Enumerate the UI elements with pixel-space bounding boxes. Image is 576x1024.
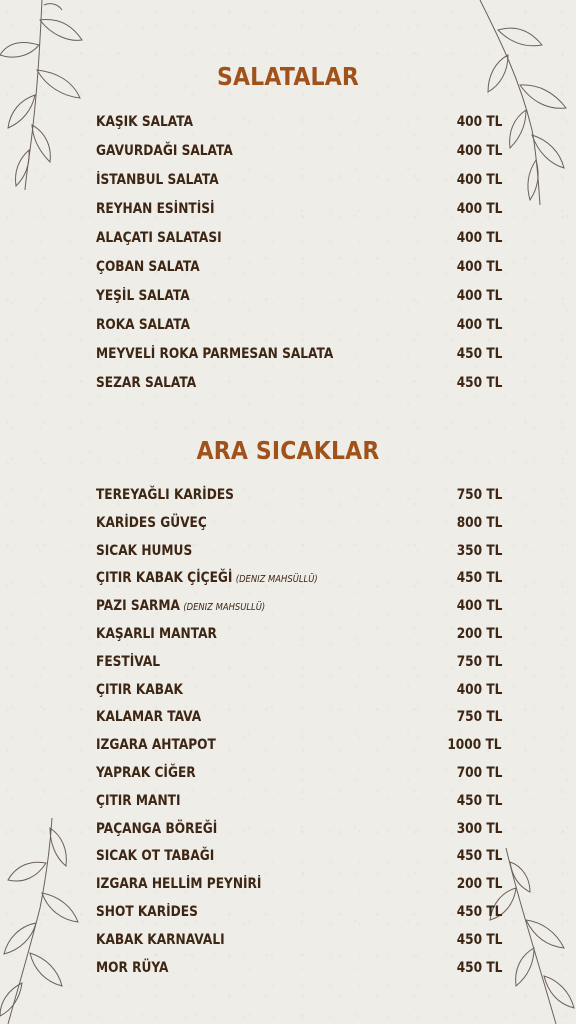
menu-item [96, 311, 502, 340]
menu-item [96, 760, 502, 788]
item-name-text: ÇITIR KABAK [96, 681, 183, 698]
item-name [96, 565, 318, 594]
menu-item [96, 253, 502, 282]
item-name-text: FESTİVAL [96, 653, 161, 670]
item-name [96, 482, 234, 510]
menu-item [96, 166, 502, 195]
item-name-text: GAVURDAĞI SALATA [96, 143, 233, 159]
item-name-text: MOR RÜYA [96, 959, 169, 976]
item-name-text: REYHAN ESİNTİSİ [96, 201, 215, 217]
menu-item [96, 621, 502, 649]
item-name-text: TEREYAĞLI KARİDES [96, 487, 234, 503]
item-name-text: KAŞARLI MANTAR [96, 625, 217, 642]
item-price: 700 TL [456, 764, 502, 781]
menu-item [96, 565, 502, 593]
item-price: 350 TL [456, 542, 502, 559]
item-name-text: SICAK OT TABAĞI [96, 848, 215, 865]
menu-item [96, 369, 502, 398]
item-name-text: IZGARA AHTAPOT [96, 737, 216, 754]
item-name [96, 253, 200, 282]
item-name [96, 843, 214, 871]
item-price: 400 TL [456, 230, 502, 246]
item-price: 450 TL [456, 792, 502, 809]
item-name [96, 166, 219, 195]
item-name-text: ÇITIR KABAK ÇİÇEĞİ [96, 570, 233, 587]
menu-item [96, 224, 502, 253]
item-name [96, 760, 196, 788]
item-name-text: SEZAR SALATA [96, 375, 197, 391]
menu-item [96, 340, 502, 369]
item-note: (DENIZ MAHSÜLLÜ) [235, 574, 318, 586]
item-name-text: SICAK HUMUS [96, 542, 193, 559]
leaf-branch-icon [0, 818, 100, 1024]
item-price: 800 TL [456, 514, 502, 531]
item-price: 750 TL [456, 653, 502, 670]
menu-item [96, 137, 502, 166]
item-price: 450 TL [456, 931, 502, 948]
menu-list-hot-appetizers [96, 482, 502, 982]
item-price: 400 TL [456, 201, 502, 217]
menu-item [96, 788, 502, 816]
item-name [96, 282, 190, 311]
item-name [96, 871, 261, 899]
item-name [96, 788, 181, 816]
item-name [96, 195, 215, 224]
item-price: 400 TL [456, 143, 502, 159]
menu-item [96, 704, 502, 732]
item-name-text: ÇOBAN SALATA [96, 259, 200, 275]
item-price: 450 TL [456, 903, 502, 920]
item-name-text: KALAMAR TAVA [96, 709, 202, 726]
item-price: 450 TL [456, 570, 502, 587]
item-name-text: KARİDES GÜVEÇ [96, 514, 207, 531]
item-name-text: KAŞIK SALATA [96, 114, 194, 130]
item-price: 400 TL [456, 288, 502, 304]
item-name [96, 649, 160, 677]
menu-item [96, 955, 502, 983]
item-name [96, 340, 333, 369]
item-name [96, 137, 233, 166]
item-name-text: ÇITIR MANTI [96, 792, 181, 809]
item-name [96, 510, 207, 538]
item-name [96, 816, 217, 844]
item-note: (DENIZ MAHSULLÜ) [183, 602, 266, 614]
item-name [96, 704, 201, 732]
item-price: 400 TL [456, 317, 502, 333]
item-name-text: ALAÇATI SALATASI [96, 230, 222, 246]
section-title-salads: SALATALAR [216, 62, 360, 91]
item-price: 200 TL [456, 876, 502, 893]
menu-item [96, 843, 502, 871]
item-name [96, 593, 265, 622]
item-price: 400 TL [456, 114, 502, 130]
menu-item [96, 538, 502, 566]
item-price: 750 TL [456, 487, 502, 503]
item-name-text: MEYVELİ ROKA PARMESAN SALATA [96, 346, 334, 362]
item-price: 400 TL [456, 172, 502, 188]
menu-item [96, 593, 502, 621]
item-name-text: IZGARA HELLİM PEYNİRİ [96, 876, 262, 893]
item-name [96, 899, 198, 927]
menu-item [96, 482, 502, 510]
menu-item [96, 899, 502, 927]
item-name-text: İSTANBUL SALATA [96, 172, 219, 188]
item-name-text: YAPRAK CİĞER [96, 764, 196, 781]
item-name [96, 621, 217, 649]
item-name [96, 538, 192, 566]
item-price: 450 TL [456, 848, 502, 865]
item-price: 400 TL [456, 598, 502, 615]
item-name-text: PAZI SARMA [96, 598, 180, 615]
menu-item [96, 195, 502, 224]
menu-item [96, 732, 502, 760]
item-name-text: PAÇANGA BÖREĞİ [96, 820, 218, 837]
menu-item [96, 871, 502, 899]
menu-item [96, 108, 502, 137]
item-name [96, 108, 193, 137]
menu-item [96, 510, 502, 538]
item-price: 300 TL [456, 820, 502, 837]
item-price: 200 TL [456, 625, 502, 642]
item-price: 1000 TL [447, 737, 502, 754]
item-name-text: YEŞİL SALATA [96, 288, 190, 304]
item-name [96, 927, 225, 955]
item-name [96, 955, 168, 983]
item-name [96, 732, 216, 760]
item-price: 450 TL [456, 346, 502, 362]
item-price: 750 TL [456, 709, 502, 726]
item-price: 400 TL [456, 681, 502, 698]
item-name [96, 369, 196, 398]
menu-item [96, 649, 502, 677]
leaf-branch-icon [0, 0, 110, 200]
item-price: 400 TL [456, 259, 502, 275]
menu-item [96, 927, 502, 955]
item-price: 450 TL [456, 375, 502, 391]
item-name-text: KABAK KARNAVALI [96, 931, 225, 948]
item-name [96, 677, 183, 705]
menu-item [96, 282, 502, 311]
item-name-text: ROKA SALATA [96, 317, 191, 333]
menu-item [96, 816, 502, 844]
section-title-hot-appetizers: ARA SICAKLAR [196, 436, 380, 465]
item-price: 450 TL [456, 959, 502, 976]
item-name [96, 311, 190, 340]
item-name-text: SHOT KARİDES [96, 903, 198, 920]
item-name [96, 224, 222, 253]
menu-list-salads [96, 108, 502, 398]
menu-item [96, 677, 502, 705]
